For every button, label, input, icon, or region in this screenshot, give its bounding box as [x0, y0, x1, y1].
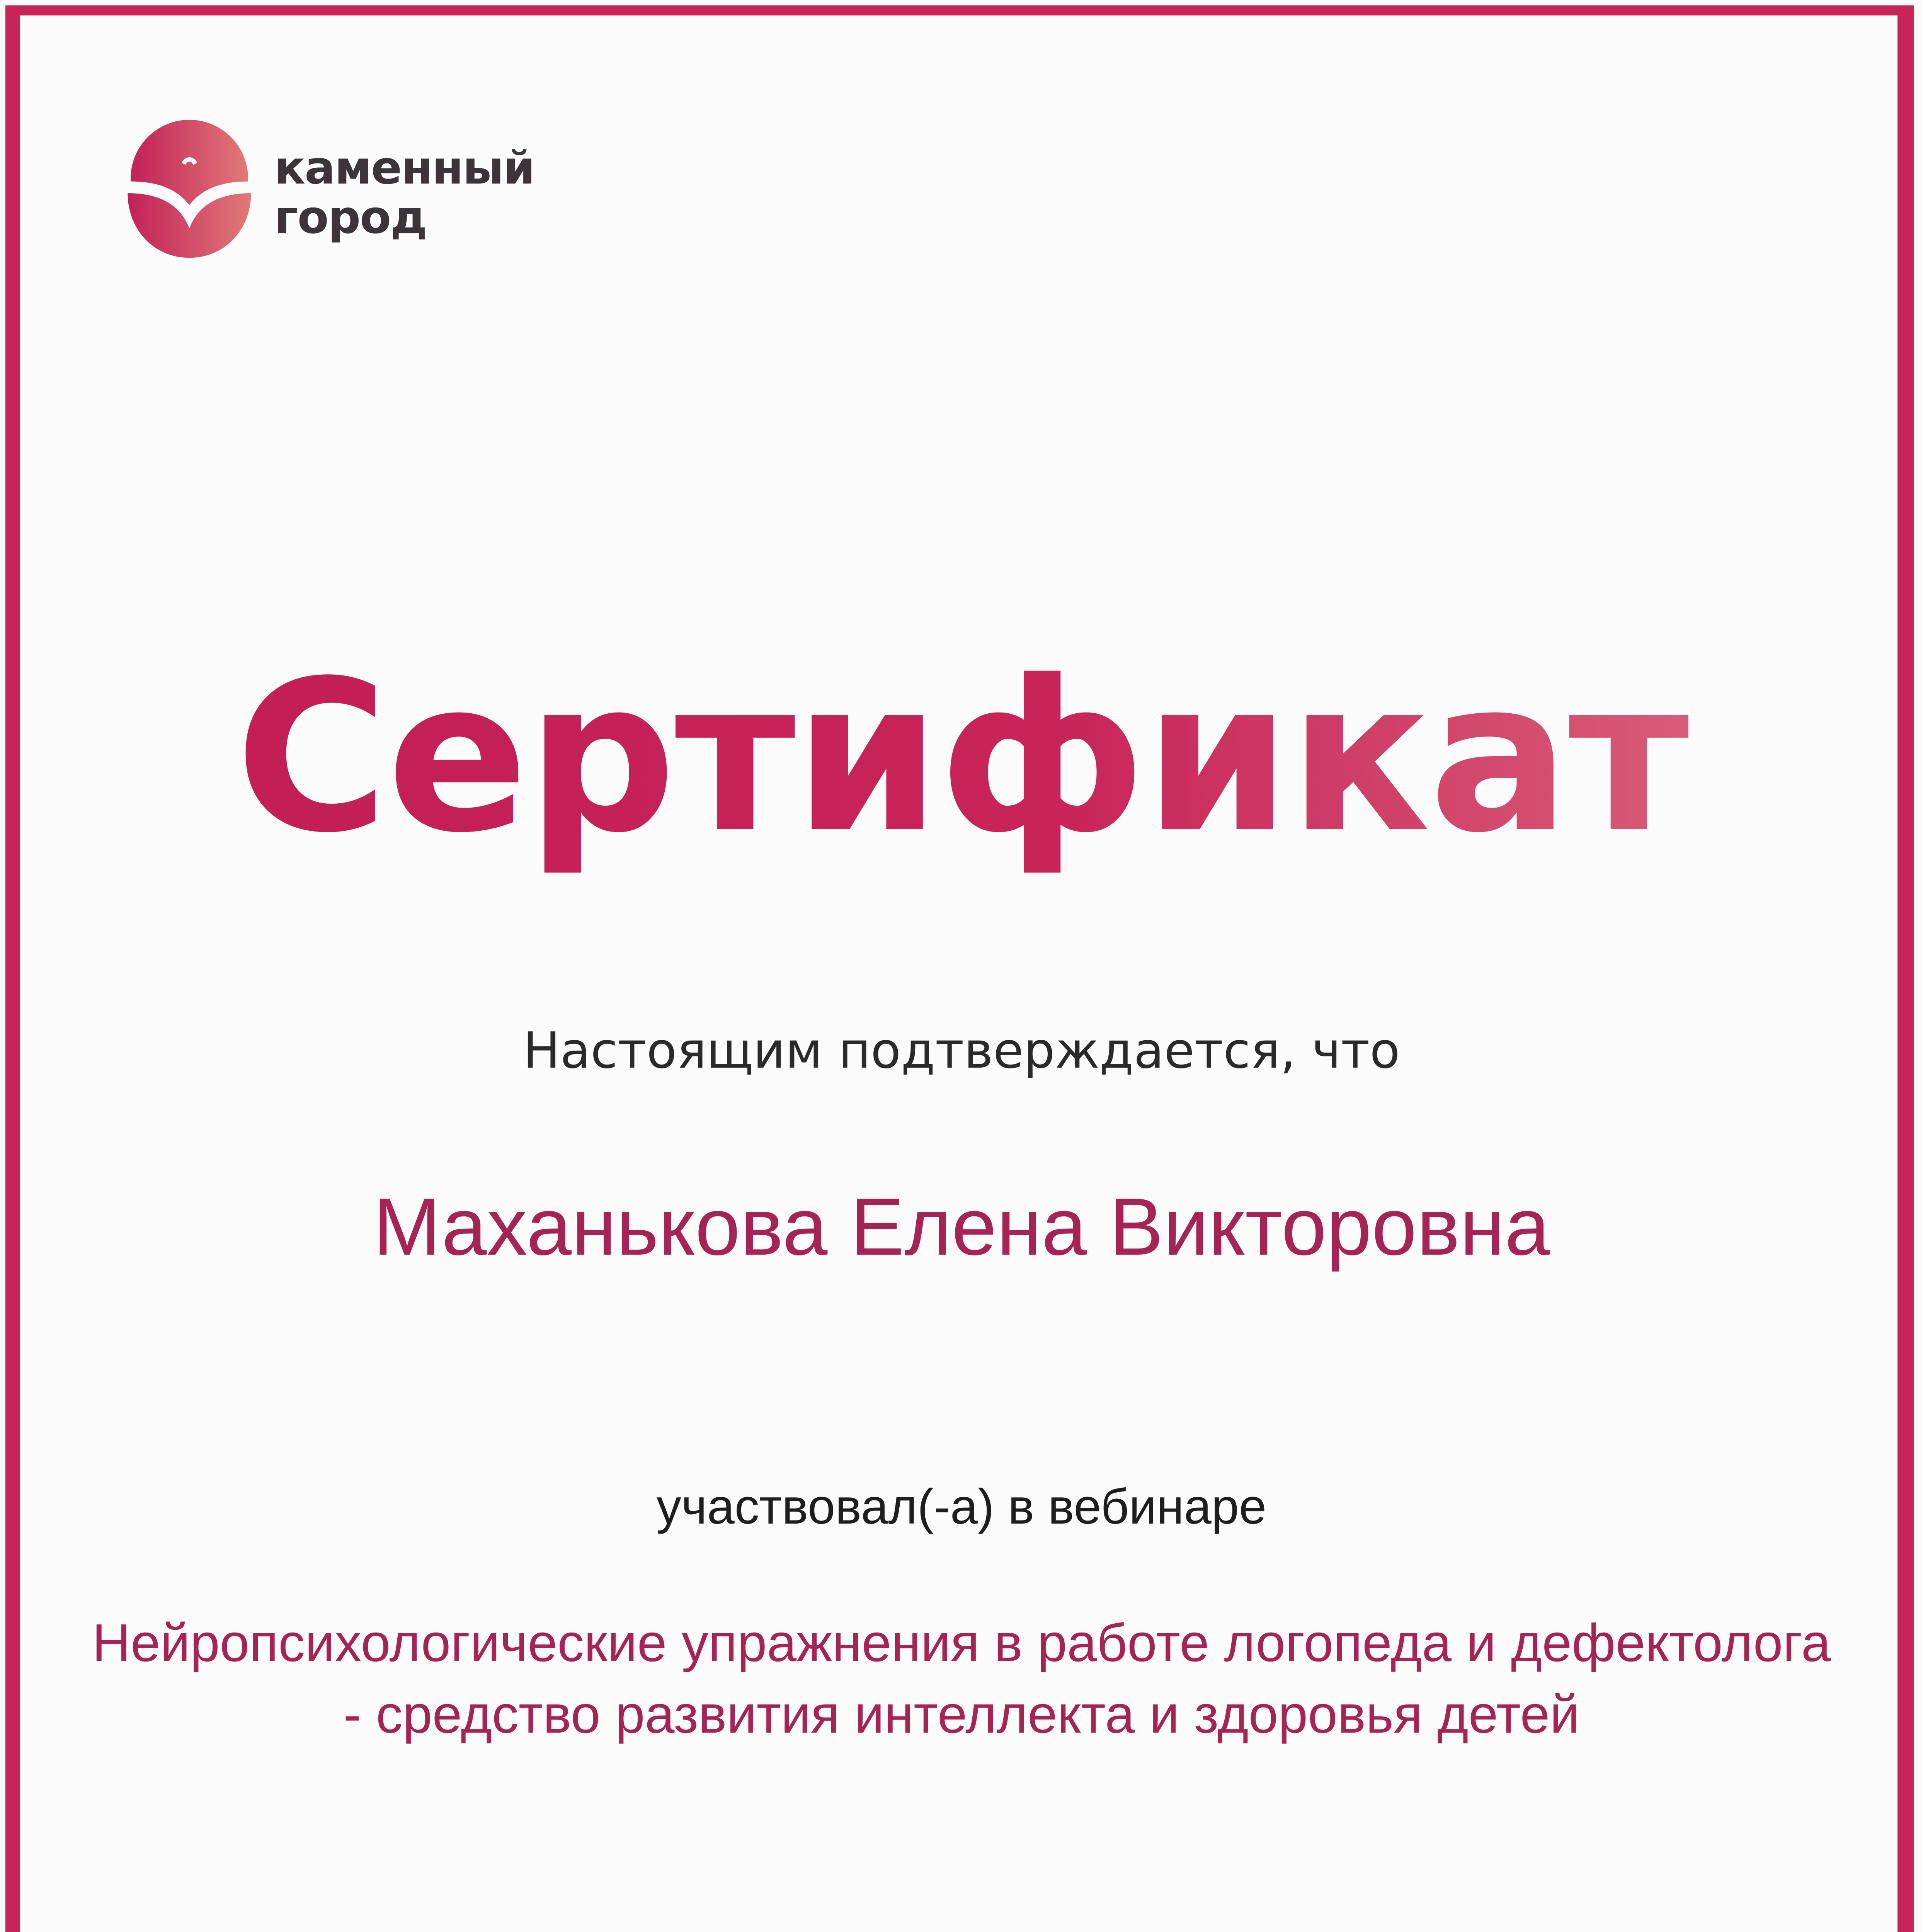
logo-line-2: город	[274, 190, 427, 244]
logo-line-1: каменный	[274, 141, 534, 194]
webinar-title-line-2: - средство развития интеллекта и здоровья детей	[343, 1685, 1580, 1744]
recipient-name: Маханькова Елена Викторовна	[373, 1181, 1550, 1272]
participated-text: участвовал(-а) в вебинаре	[656, 1479, 1267, 1534]
webinar-title-line-1: Нейропсихологические упражнения в работе логопеда и дефектолога	[92, 1613, 1831, 1673]
kamenny-gorod-logo-icon	[116, 120, 263, 267]
confirm-text: Настоящим подтверждается, что	[523, 1022, 1400, 1080]
webinar-title	[0, 1607, 1923, 1750]
certificate-title: Сертификат	[0, 634, 1923, 881]
logo-wordmark	[274, 143, 534, 242]
